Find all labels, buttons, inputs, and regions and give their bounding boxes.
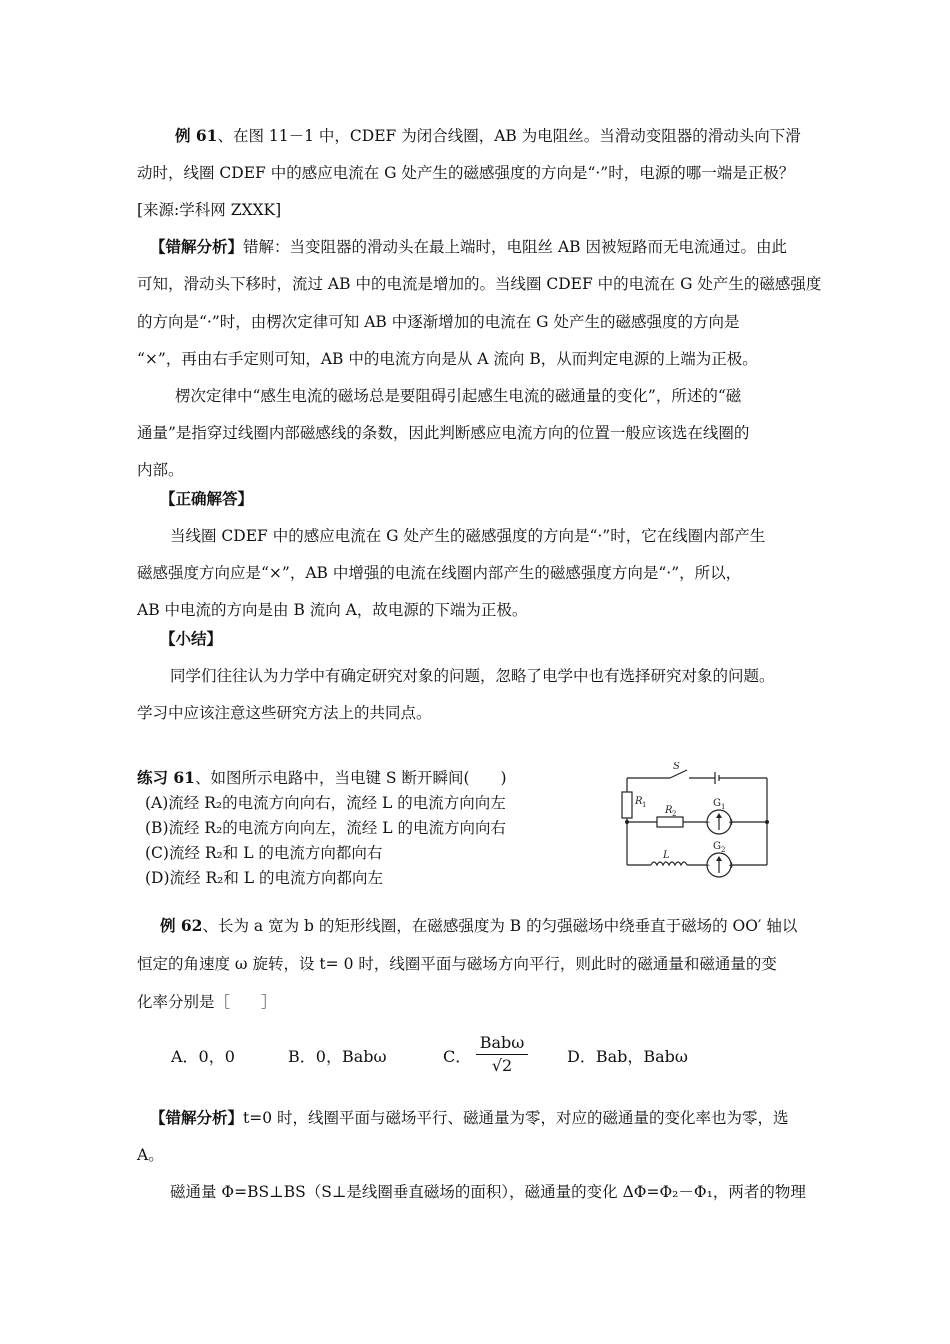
ex62-line1: 例 62、长为 a 宽为 b 的矩形线圈，在磁感强度为 B 的匀强磁场中绕垂直于磁场的 OO′ 轴以 (160, 916, 798, 935)
ex62-line2: 恒定的角速度 ω 旋转，设 t= 0 时，线圈平面与磁场方向平行，则此时的磁通量和磁通量的变 (137, 955, 777, 973)
ex62-option-a: A．0，0 (171, 1047, 235, 1066)
ex61-line1: 例 61、在图 11－1 中，CDEF 为闭合线圈，AB 为电阻丝。当滑动变阻器的滑动头向下滑 (175, 126, 801, 145)
ex62-option-c-fraction (476, 1032, 528, 1077)
summary-line2: 学习中应该注意这些研究方法上的共同点。 (137, 704, 432, 722)
ex62-label: 例 62 (160, 916, 203, 935)
inductor-label: L (663, 850, 670, 861)
svg-text:1: 1 (721, 803, 726, 811)
practice61-option-d: (D)流经 R₂和 L 的电流方向都向左 (145, 869, 383, 887)
summary-line1: 同学们往往认为力学中有确定研究对象的问题，忽略了电学中也有选择研究对象的问题。 (170, 667, 775, 685)
fraction-numerator: Babω (476, 1032, 528, 1055)
practice61-option-a: (A)流经 R₂的电流方向向右，流经 L 的电流方向向左 (145, 794, 506, 812)
practice61-option-c: (C)流经 R₂和 L 的电流方向都向右 (145, 844, 383, 862)
ex62-option-c: C． (443, 1047, 472, 1066)
wrong2-line2: A。 (137, 1146, 164, 1164)
practice61-stem: 练习 61、如图所示电路中，当电键 S 断开瞬间( ) (137, 768, 507, 787)
r1-resistor (622, 792, 632, 818)
ex62-option-b: B．0，Babω (288, 1047, 387, 1066)
fraction-denominator: √2 (491, 1056, 513, 1075)
correct-label: 【正确解答】 (160, 489, 254, 508)
svg-text:+: + (728, 861, 736, 871)
wrong1-line5: 楞次定律中“感生电流的磁场总是要阻碍引起感生电流的磁通量的变化”，所述的“磁 (175, 387, 742, 405)
wrong1-line6: 通量”是指穿过线圈内部磁感线的条数，因此判断感应电流方向的位置一般应该选在线圈的 (137, 424, 750, 442)
r2-resistor (657, 817, 683, 827)
correct-line3: AB 中电流的方向是由 B 流向 A，故电源的下端为正极。 (137, 601, 528, 619)
svg-text:2: 2 (721, 846, 726, 854)
ex62-option-d: D．Bab，Babω (567, 1047, 688, 1066)
wrong1-line4: “×”，再由右手定则可知，AB 中的电流方向是从 A 流向 B，从而判定电源的上端为正极。 (137, 350, 758, 368)
ex61-line2: 动时，线圈 CDEF 中的感应电流在 G 处产生的磁感强度的方向是“·”时，电源的哪一端是正极？ (137, 164, 795, 182)
wrong1-label: 【错解分析】 (150, 237, 244, 256)
svg-text:+: + (728, 818, 736, 828)
practice61-option-b: (B)流经 R₂的电流方向向左，流经 L 的电流方向向右 (145, 819, 506, 837)
r1-label: R (635, 796, 643, 807)
inductor-coil (651, 862, 687, 865)
correct-line1: 当线圈 CDEF 中的感应电流在 G 处产生的磁感强度的方向是“·”时，它在线圈内部产生 (170, 527, 766, 545)
circuit-diagram (615, 762, 780, 880)
svg-text:1: 1 (642, 801, 647, 809)
wrong1-line1: 【错解分析】错解：当变阻器的滑动头在最上端时，电阻丝 AB 因被短路而无电流通过。由此 (150, 237, 787, 256)
wrong1-line7: 内部。 (137, 461, 184, 479)
practice61-label: 练习 61 (137, 768, 195, 787)
wrong2-label: 【错解分析】 (150, 1108, 244, 1127)
correct-line2: 磁感强度方向应是“×”，AB 中增强的电流在线圈内部产生的磁感强度方向是“·”，所以， (137, 564, 742, 582)
g2-label: G (713, 841, 721, 852)
summary-label: 【小结】 (160, 629, 223, 648)
wrong2-line3: 磁通量 Φ=BS⊥BS（S⊥是线圈垂直磁场的面积），磁通量的变化 ΔΦ=Φ₂－Φ₁，两者的物理 (170, 1183, 806, 1201)
ex61-label: 例 61 (175, 126, 218, 145)
wrong1-line2: 可知，滑动头下移时，流过 AB 中的电流是增加的。当线圈 CDEF 中的电流在 G 处产生的磁感强度 (137, 275, 822, 293)
ex62-line3: 化率分别是［ ］ (137, 993, 277, 1011)
wrong1-line3: 的方向是“·”时，由楞次定律可知 AB 中逐渐增加的电流在 G 处产生的磁感强度的方向是 (137, 313, 740, 331)
svg-text:−: − (703, 861, 711, 871)
r2-label: R (665, 805, 673, 816)
wrong2-line1: 【错解分析】t=0 时，线圈平面与磁场平行、磁通量为零，对应的磁通量的变化率也为零，选 (150, 1108, 789, 1127)
svg-text:2: 2 (672, 810, 677, 818)
switch-label: S (673, 762, 680, 772)
svg-text:−: − (703, 818, 711, 828)
ex61-source: [来源:学科网 ZXXK] (137, 201, 282, 219)
g1-label: G (713, 798, 721, 809)
